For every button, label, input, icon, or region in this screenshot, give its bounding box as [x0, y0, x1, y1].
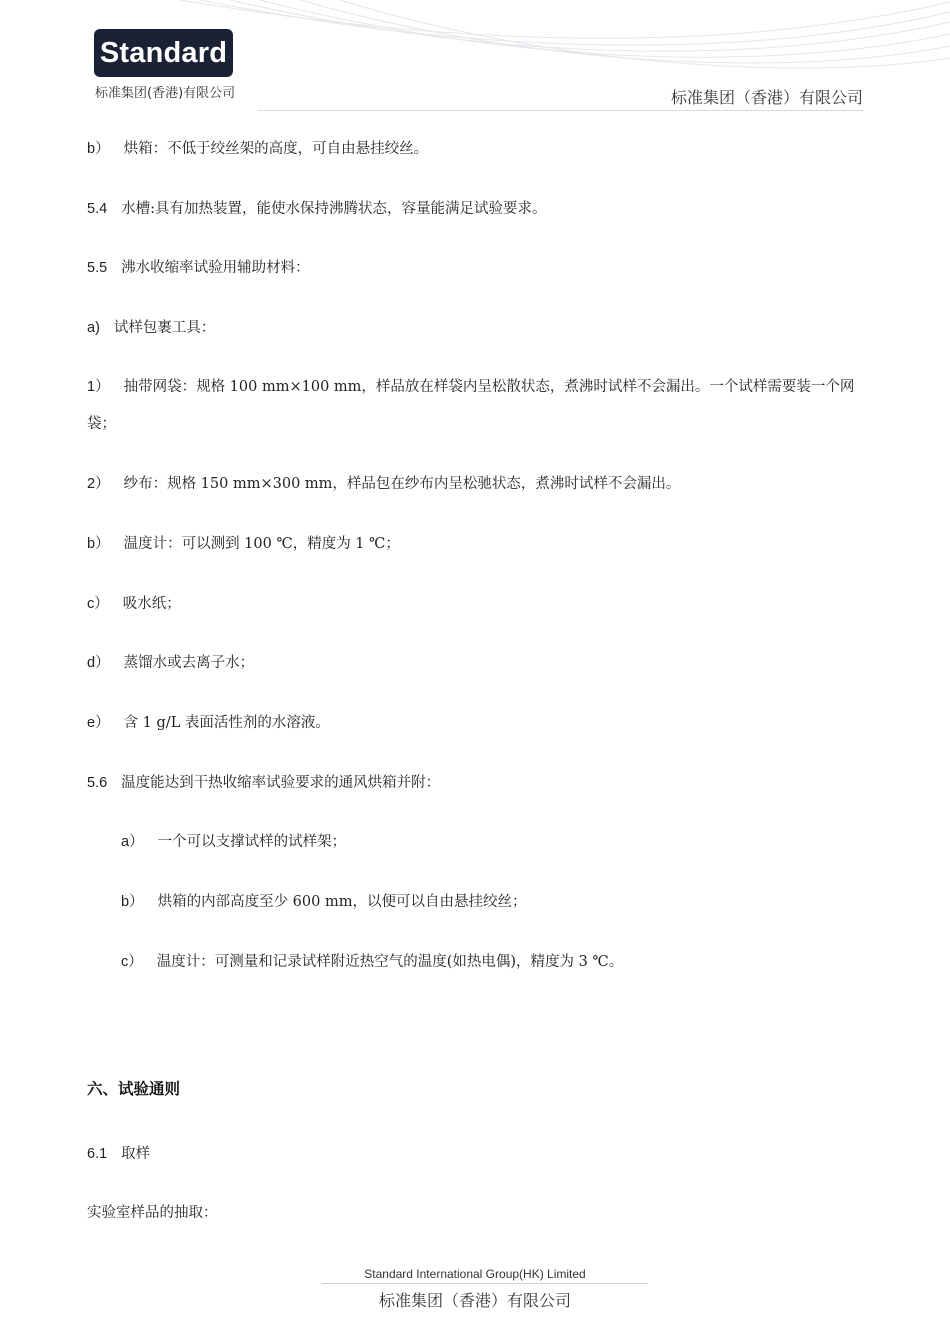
item-text: 蒸馏水或去离子水；: [123, 655, 255, 671]
footer-chinese-name: 标准集团（香港）有限公司: [378, 1291, 571, 1310]
clause-text: 取样: [121, 1146, 151, 1162]
logo-text: Standard: [99, 37, 228, 69]
header-divider: [258, 110, 864, 111]
item-a-wrapping-tools: [87, 318, 867, 338]
footer-divider: [322, 1283, 648, 1284]
item-marker: c）: [121, 954, 143, 970]
item-marker: b）: [121, 894, 144, 910]
item-marker: d）: [87, 655, 110, 671]
item-2-gauze: [87, 474, 867, 494]
item-c-blotting-paper: [87, 594, 867, 614]
item-text: 纱布：规格 150 mm×300 mm，样品包在纱布内呈松驰状态，煮沸时试样不会漏出。: [123, 476, 681, 492]
clause-number: 5.4: [87, 201, 108, 217]
item-text: 试样包裹工具：: [113, 320, 216, 336]
item-e-surfactant-solution: [87, 713, 867, 733]
item-text: 烘箱的内部高度至少 600 mm，以便可以自由悬挂绞丝；: [157, 894, 527, 910]
item-b-thermometer: [87, 534, 867, 554]
item-d-distilled-water: [87, 653, 867, 673]
item-text: 温度计：可测量和记录试样附近热空气的温度(如热电偶)，精度为 3 ℃。: [156, 954, 624, 970]
clause-5-6: [87, 773, 867, 793]
clause-text: 沸水收缩率试验用辅助材料：: [121, 260, 310, 276]
item-text: 一个可以支撑试样的试样架；: [157, 834, 347, 850]
item-text: 吸水纸；: [122, 596, 181, 612]
item-marker: a）: [121, 834, 144, 850]
item-b-oven: [87, 139, 867, 159]
clause-5-5: [87, 258, 867, 278]
clause-number: 5.6: [87, 775, 108, 791]
item-c-air-thermometer: [121, 952, 901, 972]
item-b-oven-height: [121, 892, 901, 912]
item-text: 含 1 g/L 表面活性剂的水溶液。: [123, 715, 330, 731]
lab-sampling-paragraph: [87, 1203, 867, 1223]
item-marker: 2）: [87, 476, 110, 492]
company-logo: [94, 29, 233, 77]
paragraph-text: 实验室样品的抽取：: [87, 1205, 218, 1221]
section-heading-6: 六、试验通则: [87, 1080, 181, 1098]
clause-6-1: [87, 1144, 867, 1164]
item-marker: c）: [87, 596, 109, 612]
item-text: 烘箱：不低于绞丝架的高度，可自由悬挂绞丝。: [123, 141, 429, 157]
item-text: 温度计：可以测到 100 ℃，精度为 1 ℃；: [123, 536, 400, 552]
item-text: 抽带网袋：规格 100 mm×100 mm，样品放在样袋内呈松散状态，煮沸时试样不会漏出。一个试样需要装一个网袋；: [87, 379, 855, 432]
item-1-mesh-bag: [87, 369, 867, 443]
footer-english-name: Standard International Group(HK) Limited: [364, 1267, 586, 1281]
item-marker: 1）: [87, 379, 110, 395]
clause-text: 温度能达到干热收缩率试验要求的通风烘箱并附：: [121, 775, 441, 791]
clause-text: 水槽:具有加热装置，能使水保持沸腾状态，容量能满足试验要求。: [121, 201, 547, 217]
clause-number: 6.1: [87, 1146, 108, 1162]
clause-number: 5.5: [87, 260, 108, 276]
header-company-name: 标准集团（香港）有限公司: [670, 88, 863, 107]
clause-5-4: [87, 199, 867, 219]
item-marker: e）: [87, 715, 110, 731]
logo-subtitle: 标准集团(香港)有限公司: [95, 86, 236, 101]
item-a-sample-rack: [121, 832, 901, 852]
item-marker: b）: [87, 141, 110, 157]
item-marker: b）: [87, 536, 110, 552]
item-marker: a): [87, 320, 100, 336]
